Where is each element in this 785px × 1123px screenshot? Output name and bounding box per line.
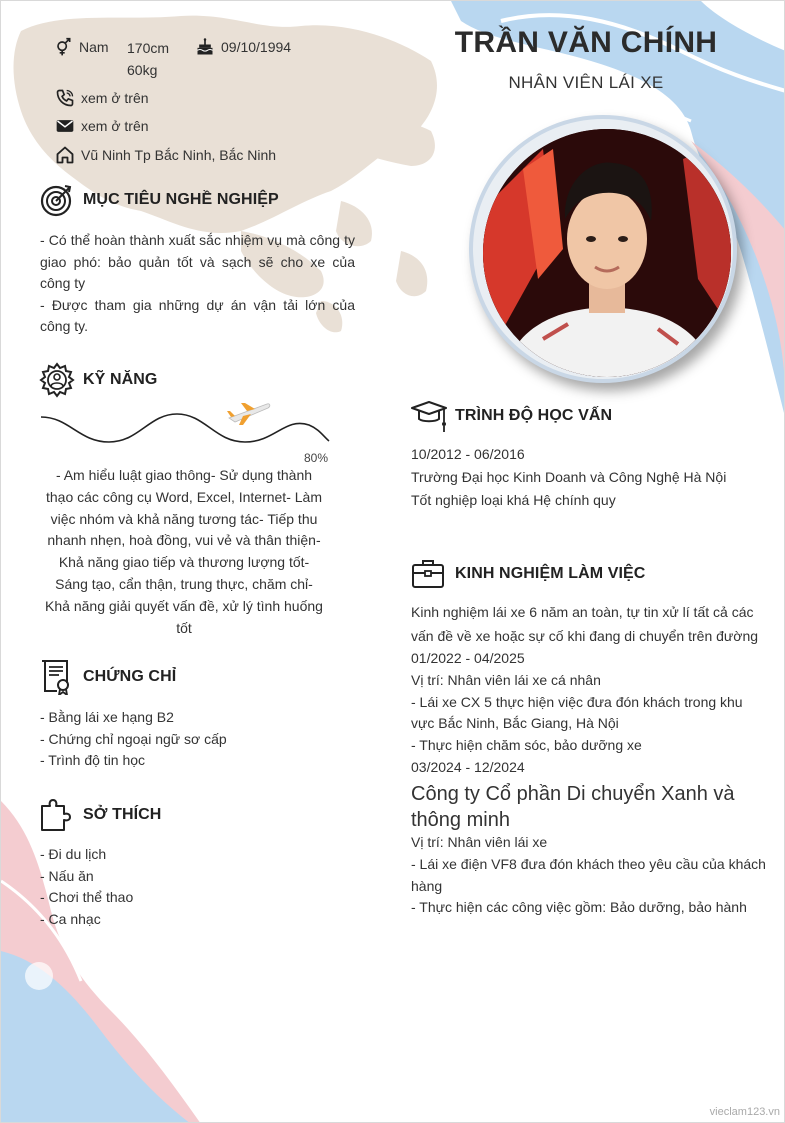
hobby-item: - Ca nhạc	[40, 910, 101, 927]
experience-header	[411, 556, 645, 592]
job-company: Công ty Cổ phần Di chuyển Xanh và thông minh	[411, 783, 735, 831]
hobby-item: - Nấu ăn	[40, 867, 94, 884]
height-value: 170cm	[127, 40, 170, 56]
education-title: TRÌNH ĐỘ HỌC VẤN	[455, 407, 613, 424]
job-position: Vị trí: Nhân viên lái xe	[411, 834, 548, 850]
certificate-item: - Chứng chỉ ngoại ngữ sơ cấp	[40, 730, 227, 747]
birthdate-value: 09/10/1994	[221, 39, 292, 55]
hobbies-title: SỞ THÍCH	[83, 806, 162, 823]
education-period: 10/2012 - 06/2016	[411, 446, 525, 462]
phone-row	[55, 88, 149, 108]
weight-value: 60kg	[127, 62, 158, 78]
address-row	[55, 145, 276, 165]
site-watermark: vieclam123.vn	[709, 1106, 780, 1118]
objective-line: - Được tham gia những dự án vận tải lớn của công ty.	[40, 296, 355, 334]
job-duty: - Thực hiện chăm sóc, bảo dưỡng xe	[411, 737, 642, 754]
skill-progress-label: 80%	[304, 451, 329, 465]
certificate-item: - Trình độ tin học	[40, 752, 146, 768]
job-duty: - Lái xe điện VF8 đưa đón khách theo yêu cầu của khách hàng	[411, 855, 766, 894]
experience-title: KINH NGHIỆM LÀM VIỆC	[455, 565, 646, 582]
experience-job-2	[411, 832, 766, 919]
job-duty: - Thực hiện các công việc gồm: Bảo dưỡng, bảo hành	[411, 899, 747, 916]
address-value: Vũ Ninh Tp Bắc Ninh, Bắc Ninh	[81, 147, 277, 163]
phone-value: xem ở trên	[81, 90, 149, 106]
email-value: xem ở trên	[81, 118, 149, 134]
job-title: NHÂN VIÊN LÁI XE	[508, 73, 664, 92]
hobbies-list	[40, 844, 360, 930]
graduation-cap-icon	[411, 398, 447, 434]
education-header	[411, 398, 612, 434]
skills-text: - Am hiểu luật giao thông- Sử dụng thành thạo các công cụ Word, Excel, Internet- Làm việc nhóm và khả năng tương tác- Tiếp thu nhanh nhẹn, hoà đồng, vui vẻ và thân thiện- Khả năng giao tiếp và thương lượng tốt- Sáng tạo, cẩn thận, trung thực, chăm chỉ- Khả năng giải quyết vấn đề, xử lý tình huống tốt	[45, 467, 323, 636]
experience-job-1	[411, 648, 766, 779]
hobby-item: - Chơi thể thao	[40, 889, 134, 905]
certificates-header	[39, 659, 176, 695]
gender-row	[53, 37, 109, 57]
briefcase-icon	[411, 556, 447, 592]
body-measurements	[127, 37, 169, 81]
certificates-title: CHỨNG CHỈ	[83, 668, 177, 685]
job-duty: - Lái xe CX 5 thực hiện việc đưa đón khách trong khu vực Bắc Ninh, Bắc Giang, Hà Nội	[411, 693, 743, 732]
education-details	[411, 443, 761, 512]
email-row	[55, 116, 149, 136]
education-result: Tốt nghiệp loại khá Hệ chính quy	[411, 492, 616, 508]
candidate-name: TRẦN VĂN CHÍNH	[454, 26, 718, 59]
job-period: 03/2024 - 12/2024	[411, 758, 525, 775]
objective-header	[39, 182, 279, 218]
birthdate-row	[195, 37, 291, 57]
phone-icon	[55, 88, 75, 108]
skills-title: KỸ NĂNG	[83, 371, 158, 388]
home-icon	[55, 145, 75, 165]
hobbies-header	[39, 797, 161, 833]
birthday-cake-icon	[195, 37, 215, 57]
skill-progress-wave	[39, 397, 331, 449]
objective-line: - Có thể hoàn thành xuất sắc nhiệm vụ mà công ty giao phó: bảo quản tốt và sạch sẽ cho xe của công ty	[40, 232, 355, 291]
avatar	[469, 115, 737, 383]
airplane-icon	[227, 403, 270, 425]
puzzle-piece-icon	[39, 797, 75, 833]
job-position: Vị trí: Nhân viên lái xe cá nhân	[411, 671, 601, 688]
experience-summary: Kinh nghiệm lái xe 6 năm an toàn, tự tin xử lí tất cả các vấn đề về xe hoặc sự cố khi đang di chuyển trên đường	[411, 604, 759, 644]
target-icon	[39, 182, 75, 218]
skills-header	[39, 362, 157, 398]
envelope-icon	[55, 116, 75, 136]
gender-value: Nam	[79, 39, 109, 55]
objective-title: MỤC TIÊU NGHỀ NGHIỆP	[83, 191, 279, 208]
gender-icon	[53, 37, 73, 57]
certificate-icon	[39, 659, 75, 695]
education-school: Trường Đại học Kinh Doanh và Công Nghệ Hà Nội	[411, 469, 727, 485]
gear-user-icon	[39, 362, 75, 398]
job-period: 01/2022 - 04/2025	[411, 650, 525, 666]
avatar-photo	[483, 129, 731, 377]
certificates-list	[40, 707, 360, 772]
certificate-item: - Bằng lái xe hạng B2	[40, 709, 174, 725]
hobby-item: - Đi du lịch	[40, 846, 107, 862]
objective-text	[40, 230, 355, 338]
